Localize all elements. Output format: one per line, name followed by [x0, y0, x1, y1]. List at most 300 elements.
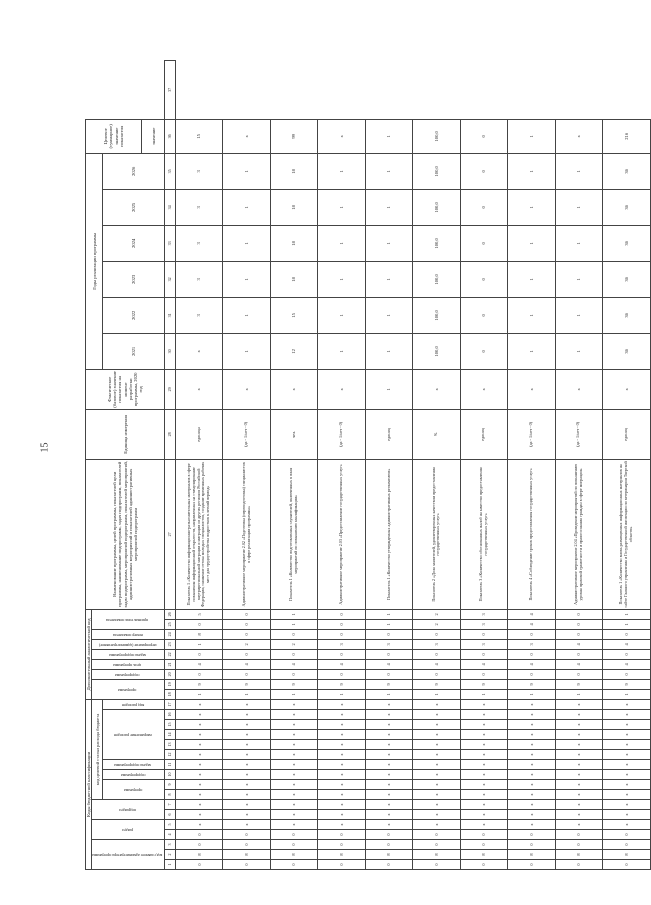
code-cell: x — [555, 750, 602, 760]
header-an-type: признак типа показателя — [92, 609, 165, 629]
code-cell: x — [318, 790, 365, 800]
code-cell: 8 — [555, 850, 602, 860]
row-year-cell: 0 — [460, 333, 507, 369]
code-cell: x — [460, 820, 507, 830]
code-cell: x — [460, 790, 507, 800]
code-cell: 1 — [318, 689, 365, 699]
row-base-cell: x — [223, 369, 270, 409]
code-cell: 0 — [270, 830, 317, 840]
code-cell: x — [365, 710, 412, 720]
code-cell: 2 — [223, 639, 270, 649]
row-year-cell: 1 — [223, 333, 270, 369]
code-cell: 0 — [270, 860, 317, 870]
row-year-cell: 1 — [318, 261, 365, 297]
header-year-2021: 2021 — [103, 333, 165, 369]
column-index-cell: 9 — [165, 780, 176, 790]
code-cell: 0 — [270, 669, 317, 679]
code-cell: x — [175, 770, 222, 780]
header-target: Целевое (суммарное) значение показателя — [86, 119, 142, 153]
column-index-cell: 17 — [165, 699, 176, 709]
column-index-cell: 29 — [165, 369, 176, 409]
code-cell: 0 — [175, 840, 222, 850]
header-target-article: код целевой статьи расхода бюджета — [92, 699, 103, 799]
code-cell: x — [413, 800, 460, 810]
header-an-subprogram: подпрограмма — [92, 669, 165, 679]
column-index-cell: 36 — [165, 119, 176, 153]
row-year-cell: 1 — [365, 261, 412, 297]
row-year-cell: 100,0 — [413, 333, 460, 369]
code-cell: 0 — [602, 860, 650, 870]
code-cell: 0 — [460, 629, 507, 639]
code-cell: 1 — [270, 619, 317, 629]
code-cell: 0 — [365, 629, 412, 639]
row-unit-cell: % — [413, 409, 460, 459]
row-name-cell: Административное мероприятие 2.03 «Предоставление государственных услуг» — [318, 459, 365, 609]
code-cell: 1 — [602, 609, 650, 619]
code-cell: x — [318, 720, 365, 730]
code-cell: 0 — [460, 860, 507, 870]
row-year-cell: 18 — [270, 153, 317, 189]
column-index-cell: 13 — [165, 740, 176, 750]
row-name-cell: Показатель 3 «Количество обоснованных жалоб на качество предоставления государственных услуг» — [460, 459, 507, 609]
column-index-cell: 1 — [165, 860, 176, 870]
code-cell: x — [175, 780, 222, 790]
code-cell: x — [175, 699, 222, 709]
row-year-cell: 3 — [175, 225, 222, 261]
code-cell: x — [223, 780, 270, 790]
code-cell: 0 — [555, 840, 602, 850]
code-cell: 1 — [508, 689, 555, 699]
code-cell: 8 — [223, 850, 270, 860]
code-cell: 3 — [508, 639, 555, 649]
column-index-cell: 6 — [165, 810, 176, 820]
code-cell: 9 — [460, 679, 507, 689]
row-base-cell: x — [460, 369, 507, 409]
header-target-value: значение — [142, 119, 165, 153]
row-unit-cell: (да - 1/нет - 0) — [555, 409, 602, 459]
row-base-cell: x — [413, 369, 460, 409]
row-unit-cell: единиц — [602, 409, 650, 459]
code-cell: x — [413, 790, 460, 800]
code-cell: x — [223, 699, 270, 709]
code-cell: x — [508, 820, 555, 830]
row-unit-cell: (да - 1/нет - 0) — [508, 409, 555, 459]
code-cell: 0 — [555, 860, 602, 870]
table-row — [365, 61, 412, 870]
row-year-cell: 1 — [318, 297, 365, 333]
row-unit-cell: (да - 1/нет - 0) — [223, 409, 270, 459]
code-cell: x — [270, 760, 317, 770]
code-cell: x — [508, 740, 555, 750]
page-number: 15 — [39, 442, 51, 453]
code-cell: 0 — [318, 840, 365, 850]
code-cell: x — [460, 730, 507, 740]
column-index-cell: 12 — [165, 750, 176, 760]
code-cell: 8 — [175, 850, 222, 860]
row-year-cell: 36 — [602, 333, 650, 369]
row-year-cell: 1 — [365, 333, 412, 369]
row-name-cell: Показатель 1 «Количество вновь размещенных информационных материалов на сайте Главного управления и Государственной инспекции по ветеринарии Тверской области» — [602, 459, 650, 609]
code-cell: x — [555, 820, 602, 830]
code-cell: x — [602, 760, 650, 770]
code-cell: x — [555, 770, 602, 780]
row-year-cell: 1 — [318, 225, 365, 261]
code-cell: 0 — [508, 669, 555, 679]
code-cell: x — [460, 760, 507, 770]
row-year-cell: 36 — [602, 297, 650, 333]
row-year-cell: 1 — [508, 333, 555, 369]
code-cell: 0 — [555, 669, 602, 679]
code-cell: 0 — [508, 840, 555, 850]
code-cell: 9 — [555, 679, 602, 689]
code-cell: 0 — [175, 830, 222, 840]
header-base-value: Фактическое (базовое) значение показателя на момент разработки программы, 2020 год — [86, 369, 165, 409]
column-index-cell: 30 — [165, 333, 176, 369]
row-year-cell: 0 — [460, 225, 507, 261]
row-year-cell: 1 — [318, 189, 365, 225]
code-cell: x — [413, 810, 460, 820]
code-cell: 1 — [413, 689, 460, 699]
row-base-cell: x — [270, 369, 317, 409]
code-cell: 1 — [175, 689, 222, 699]
code-cell: 4 — [413, 659, 460, 669]
code-cell: x — [175, 820, 222, 830]
code-cell: 3 — [413, 639, 460, 649]
code-cell: 8 — [602, 850, 650, 860]
header-year-2026: 2026 — [103, 153, 165, 189]
code-cell: 4 — [223, 659, 270, 669]
code-cell: x — [318, 730, 365, 740]
code-cell: 4 — [602, 639, 650, 649]
code-cell: x — [602, 750, 650, 760]
code-cell: x — [318, 740, 365, 750]
code-cell: x — [602, 790, 650, 800]
row-year-cell: 1 — [508, 297, 555, 333]
table-row — [508, 61, 555, 870]
code-cell: x — [460, 770, 507, 780]
row-name-cell: Показатель 1 «Количество подготовленных слушателей, включенных в план мероприятий по повышению квалификации» — [270, 459, 317, 609]
code-cell: x — [223, 810, 270, 820]
code-cell: 1 — [365, 619, 412, 629]
code-cell: x — [555, 710, 602, 720]
code-cell: x — [508, 790, 555, 800]
code-cell: 0 — [365, 840, 412, 850]
code-cell: x — [270, 790, 317, 800]
code-cell: 0 — [413, 649, 460, 659]
row-year-cell: 0 — [460, 297, 507, 333]
code-cell: 8 — [318, 850, 365, 860]
column-index-cell: 32 — [165, 261, 176, 297]
row-year-cell: 1 — [365, 225, 412, 261]
table-row — [460, 61, 507, 870]
column-index-cell: 19 — [165, 679, 176, 689]
code-cell: 8 — [270, 850, 317, 860]
code-cell: x — [555, 699, 602, 709]
column-index-cell: 23 — [165, 639, 176, 649]
code-cell: x — [365, 750, 412, 760]
code-cell: 0 — [318, 860, 365, 870]
code-cell: 1 — [270, 689, 317, 699]
code-cell: 8 — [175, 629, 222, 639]
column-index-cell: 4 — [165, 830, 176, 840]
code-cell: 0 — [223, 649, 270, 659]
code-cell: x — [318, 710, 365, 720]
row-base-cell: x — [318, 369, 365, 409]
code-cell: 0 — [460, 840, 507, 850]
code-cell: x — [175, 810, 222, 820]
row-unit-cell: единиц — [460, 409, 507, 459]
code-cell: x — [270, 730, 317, 740]
code-cell: 0 — [555, 830, 602, 840]
code-cell: x — [223, 770, 270, 780]
header-expense-type: вид расходов — [103, 699, 165, 709]
code-cell: 3 — [460, 619, 507, 629]
column-index-cell: 3 — [165, 840, 176, 850]
row-year-cell: 0 — [460, 189, 507, 225]
code-cell: 0 — [175, 649, 222, 659]
code-cell: x — [175, 710, 222, 720]
code-cell: x — [175, 720, 222, 730]
code-cell: x — [555, 780, 602, 790]
code-cell: 1 — [270, 609, 317, 619]
code-cell: x — [413, 699, 460, 709]
code-cell: x — [270, 800, 317, 810]
code-cell: x — [223, 760, 270, 770]
row-target-cell: 1 — [508, 119, 555, 153]
code-cell: 0 — [602, 830, 650, 840]
row-year-cell: 100,0 — [413, 261, 460, 297]
code-cell: 0 — [223, 669, 270, 679]
code-cell: 0 — [555, 619, 602, 629]
code-cell: x — [508, 800, 555, 810]
header-budget-codes: Коды бюджетной классификации — [86, 699, 92, 869]
column-index-cell: 25 — [165, 619, 176, 629]
code-cell: x — [602, 780, 650, 790]
column-index-cell: 33 — [165, 225, 176, 261]
header-section: раздел — [92, 820, 165, 840]
code-cell: 3 — [460, 639, 507, 649]
code-cell: x — [460, 810, 507, 820]
code-cell: x — [508, 750, 555, 760]
header-an-program: программа — [92, 679, 165, 699]
row-year-cell: 1 — [555, 225, 602, 261]
code-cell: x — [413, 710, 460, 720]
code-cell: 0 — [460, 669, 507, 679]
code-cell: 0 — [223, 609, 270, 619]
code-cell: x — [175, 800, 222, 810]
row-year-cell: 3 — [175, 153, 222, 189]
code-cell: 0 — [555, 609, 602, 619]
code-cell: 0 — [175, 860, 222, 870]
code-cell: x — [223, 820, 270, 830]
row-unit-cell: (да - 1/нет - 0) — [318, 409, 365, 459]
code-cell: x — [413, 730, 460, 740]
row-year-cell: 1 — [223, 189, 270, 225]
column-index-cell: 21 — [165, 659, 176, 669]
code-cell: x — [555, 740, 602, 750]
code-cell: x — [413, 820, 460, 830]
column-index-cell: 5 — [165, 820, 176, 830]
code-cell: 5 — [175, 609, 222, 619]
row-year-cell: 1 — [555, 153, 602, 189]
row-year-cell: 1 — [555, 333, 602, 369]
code-cell: 0 — [318, 609, 365, 619]
row-base-cell: x — [555, 369, 602, 409]
code-cell: 3 — [365, 639, 412, 649]
row-base-cell: x — [508, 369, 555, 409]
code-cell: 1 — [555, 689, 602, 699]
code-cell: x — [508, 760, 555, 770]
header-unit: Единица измерения — [86, 409, 165, 459]
code-cell: 0 — [602, 649, 650, 659]
code-cell: x — [223, 750, 270, 760]
column-index-cell: 8 — [165, 790, 176, 800]
code-cell: x — [318, 699, 365, 709]
column-index-cell: 20 — [165, 669, 176, 679]
row-year-cell: 100,0 — [413, 153, 460, 189]
code-cell: 2 — [413, 609, 460, 619]
header-task: задача подпрограммы — [103, 760, 165, 770]
column-index-cell: 7 — [165, 800, 176, 810]
table-row — [318, 61, 365, 870]
code-cell: x — [555, 800, 602, 810]
code-cell: 9 — [270, 679, 317, 689]
column-index-cell: 18 — [165, 689, 176, 699]
column-index-cell: 22 — [165, 649, 176, 659]
row-year-cell: 100,0 — [413, 297, 460, 333]
code-cell: 0 — [318, 619, 365, 629]
row-year-cell: 18 — [270, 189, 317, 225]
header-year-2022: 2022 — [103, 297, 165, 333]
code-cell: x — [365, 810, 412, 820]
row-unit-cell: чел. — [270, 409, 317, 459]
row-year-cell: 36 — [602, 261, 650, 297]
code-cell: 0 — [555, 629, 602, 639]
row-year-cell: 1 — [223, 225, 270, 261]
code-cell: x — [460, 750, 507, 760]
code-cell: 9 — [365, 679, 412, 689]
column-index-row — [165, 61, 176, 870]
row-year-cell: 1 — [318, 333, 365, 369]
column-index-cell: 24 — [165, 629, 176, 639]
row-target-cell: 99 — [270, 119, 317, 153]
code-cell: 4 — [318, 659, 365, 669]
code-cell: 0 — [602, 669, 650, 679]
row-year-cell: 1 — [508, 153, 555, 189]
code-cell: x — [365, 730, 412, 740]
code-cell: 0 — [508, 860, 555, 870]
code-cell: x — [175, 790, 222, 800]
table-row — [223, 61, 270, 870]
code-cell: 0 — [270, 629, 317, 639]
header-an-goal: цель программы — [92, 659, 165, 669]
code-cell: x — [413, 720, 460, 730]
code-cell: x — [555, 720, 602, 730]
code-cell: x — [270, 740, 317, 750]
header-years-group: Годы реализации программы — [86, 153, 103, 369]
code-cell: x — [413, 740, 460, 750]
code-cell: 0 — [413, 629, 460, 639]
code-cell: x — [602, 770, 650, 780]
row-year-cell: 1 — [508, 225, 555, 261]
row-year-cell: 1 — [223, 261, 270, 297]
code-cell: 4 — [508, 609, 555, 619]
code-cell: 0 — [175, 619, 222, 629]
code-cell: x — [365, 780, 412, 790]
column-index-cell: 35 — [165, 153, 176, 189]
code-cell: 8 — [460, 850, 507, 860]
code-cell: 1 — [602, 689, 650, 699]
row-target-cell: 1 — [365, 119, 412, 153]
header-analytic-code: Дополнительный аналитический код — [86, 609, 92, 699]
code-cell: 9 — [175, 679, 222, 689]
code-cell: 3 — [460, 609, 507, 619]
code-cell: 0 — [365, 830, 412, 840]
row-year-cell: 12 — [270, 333, 317, 369]
code-cell: x — [555, 760, 602, 770]
code-cell: x — [460, 780, 507, 790]
code-cell: 0 — [460, 830, 507, 840]
code-cell: 0 — [318, 649, 365, 659]
row-target-cell: 216 — [602, 119, 650, 153]
code-cell: x — [555, 730, 602, 740]
row-year-cell: 1 — [508, 189, 555, 225]
code-cell: 1 — [602, 619, 650, 629]
code-cell: x — [602, 699, 650, 709]
row-year-cell: 3 — [175, 261, 222, 297]
column-index-cell: 28 — [165, 409, 176, 459]
column-index-cell: 37 — [165, 61, 176, 120]
row-target-cell: 100,0 — [413, 119, 460, 153]
code-cell: 0 — [270, 840, 317, 850]
code-cell: x — [365, 699, 412, 709]
code-cell: x — [223, 740, 270, 750]
header-year-2023: 2023 — [103, 261, 165, 297]
code-cell: x — [602, 710, 650, 720]
code-cell: x — [413, 760, 460, 770]
row-target-cell: x — [555, 119, 602, 153]
code-cell: 4 — [365, 659, 412, 669]
code-cell: 9 — [602, 679, 650, 689]
header-an-task: задача подпрограммы — [92, 649, 165, 659]
code-cell: 1 — [460, 689, 507, 699]
code-cell: x — [413, 750, 460, 760]
code-cell: 9 — [413, 679, 460, 689]
table-row — [270, 61, 317, 870]
row-year-cell: 1 — [365, 297, 412, 333]
row-year-cell: 1 — [223, 153, 270, 189]
row-name-cell: Показатель 4 «Соблюдение сроков предоставления государственных услуг» — [508, 459, 555, 609]
row-unit-cell: единиц — [365, 409, 412, 459]
code-cell: x — [508, 810, 555, 820]
code-cell: 0 — [223, 619, 270, 629]
code-cell: 0 — [318, 669, 365, 679]
code-cell: 0 — [365, 649, 412, 659]
row-name-cell: Административное мероприятие 2.04 «Проведение мероприятий по повышению уровня правовой грамотности и правосознания граждан в сфере миграции» — [555, 459, 602, 609]
code-cell: x — [602, 720, 650, 730]
code-cell: 0 — [508, 629, 555, 639]
code-cell: 9 — [318, 679, 365, 689]
code-cell: x — [602, 810, 650, 820]
code-cell: 0 — [223, 860, 270, 870]
code-cell: 0 — [318, 830, 365, 840]
column-index-cell: 31 — [165, 297, 176, 333]
code-cell: x — [318, 800, 365, 810]
row-name-cell: Административное мероприятие 2.02 «Подготовка (переподготовка) специалистов в сфере реализации программы» — [223, 459, 270, 609]
code-cell: 0 — [365, 860, 412, 870]
row-target-cell: x — [318, 119, 365, 153]
code-cell: 9 — [223, 679, 270, 689]
